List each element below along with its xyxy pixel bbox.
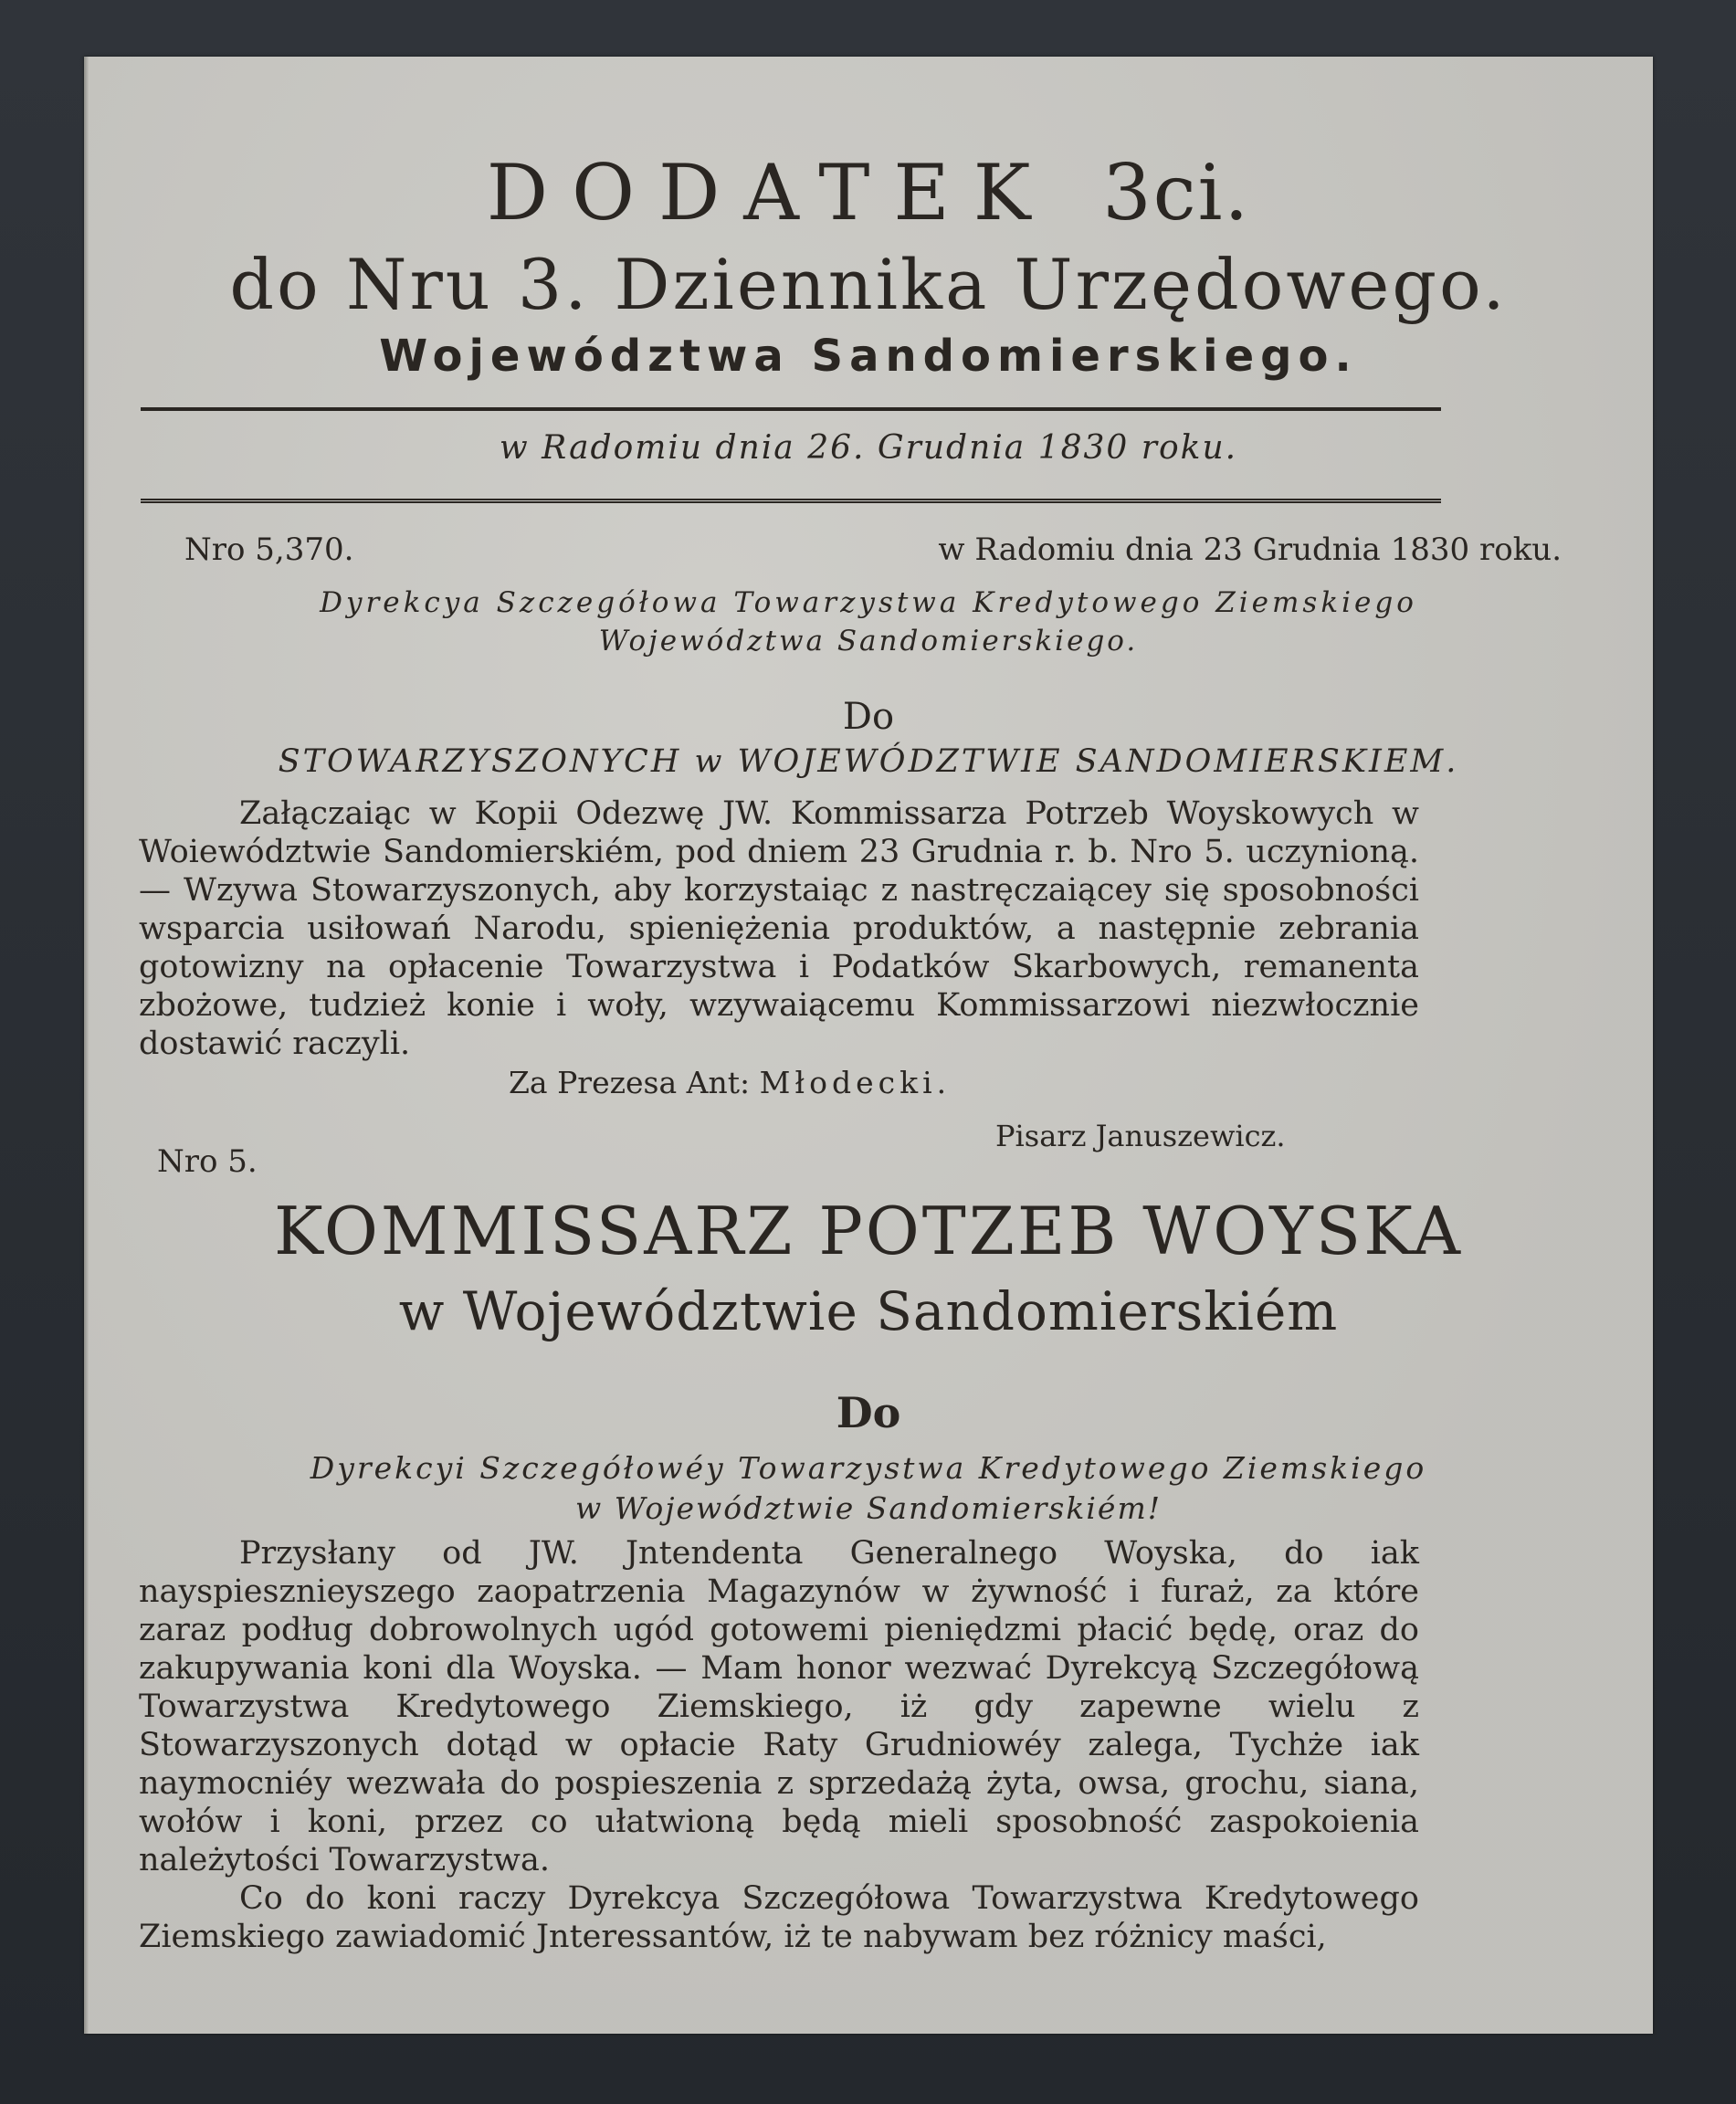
notice1-issuer-line1: Dyrekcya Szczegółowa Towarzystwa Kredytowego Ziemskiego — [320, 586, 1417, 619]
notice2-addressee-line2: w Województwie Sandomierskiém! — [575, 1490, 1162, 1526]
signature-name: Młodecki. — [759, 1065, 952, 1100]
notice2-body — [139, 1534, 1419, 1956]
notice2-number: Nro 5. — [157, 1143, 258, 1180]
masthead-rule-bottom — [141, 499, 1441, 506]
notice1-number: Nro 5,370. — [184, 531, 354, 568]
notice2-to: Do — [836, 1388, 901, 1437]
notice1-header — [184, 531, 1562, 568]
notice1-date: w Radomiu dnia 23 Grudnia 1830 roku. — [938, 531, 1562, 568]
masthead-subtitle: do Nru 3. Dziennika Urzędowego. — [229, 244, 1508, 325]
notice2-paragraph-1: Przysłany od JW. Jntendenta Generalnego Woyska, do iak nayspiesznieyszego zaopatrzenia Magazynów w żywność i furaż, za które zaraz podług dobrowolnych ugód gotowemi pieniędzmi płacić będę, oraz do zakupywania koni dla Woyska. — Mam honor wezwać Dyrekcyą Szczegółową Towarzystwa Kredytowego Ziemskiego, iż gdy zapewne wielu z Stowarzyszonych dotąd w opłacie Raty Grudniowéy zalega, Tychże iak naymocniéy wezwała do pospieszenia z sprzedażą żyta, owsa, grochu, siana, wołów i koni, przez co ułatwioną będą mieli sposobność zaspokoienia należytości Towarzystwa. — [139, 1535, 1419, 1878]
newspaper-page — [84, 57, 1653, 2034]
notice1-secretary: Pisarz Januszewicz. — [995, 1119, 1286, 1153]
notice1-paragraph: Załączaiąc w Kopii Odezwę JW. Kommissarza Potrzeb Woyskowych w Woiewództwie Sandomierskiém, pod dniem 23 Grudnia r. b. Nro 5. uczynioną. — Wzywa Stowarzyszonych, aby korzystaiąc z nastręczaiącey się sposobności wsparcia usiłowań Narodu, spieniężenia produktów, a następnie zebrania gotowizny na opłacenie Towarzystwa i Podatków Skarbowych, remanenta zbożowe, tudzież konie i woły, wzywaiącemu Kommissarzowi niezwłocznie dostawić raczyli. — [139, 795, 1419, 1062]
masthead-dateline: w Radomiu dnia 26. Grudnia 1830 roku. — [499, 429, 1238, 467]
notice1-issuer-line2: Województwa Sandomierskiego. — [598, 625, 1139, 658]
notice2-heading: KOMMISSARZ POTZEB WOYSKA — [274, 1193, 1463, 1269]
notice1-addressee: STOWARZYSZONYCH w WOJEWÓDZTWIE SANDOMIERSKIEM. — [278, 743, 1459, 780]
masthead-title-suffix: 3ci. — [1102, 148, 1251, 237]
masthead-title-word: DODATEK — [486, 148, 1055, 237]
notice2-subheading: w Województwie Sandomierskiém — [398, 1280, 1339, 1342]
notice1-to: Do — [842, 696, 895, 738]
masthead-rule-top — [141, 407, 1441, 411]
notice2-addressee-line1: Dyrekcyi Szczegółowéy Towarzystwa Kredytowego Ziemskiego — [310, 1450, 1427, 1486]
signature-prefix: Za Prezesa Ant: — [509, 1065, 751, 1100]
masthead-region: Województwa Sandomierskiego. — [379, 331, 1358, 382]
notice2-paragraph-2: Co do koni raczy Dyrekcya Szczegółowa Towarzystwa Kredytowego Ziemskiego zawiadomić Jnteressantów, iż te nabywam bez różnicy maści, — [139, 1880, 1419, 1955]
notice1-signature — [509, 1065, 951, 1100]
masthead-title — [139, 148, 1598, 237]
notice1-body — [139, 794, 1419, 1063]
